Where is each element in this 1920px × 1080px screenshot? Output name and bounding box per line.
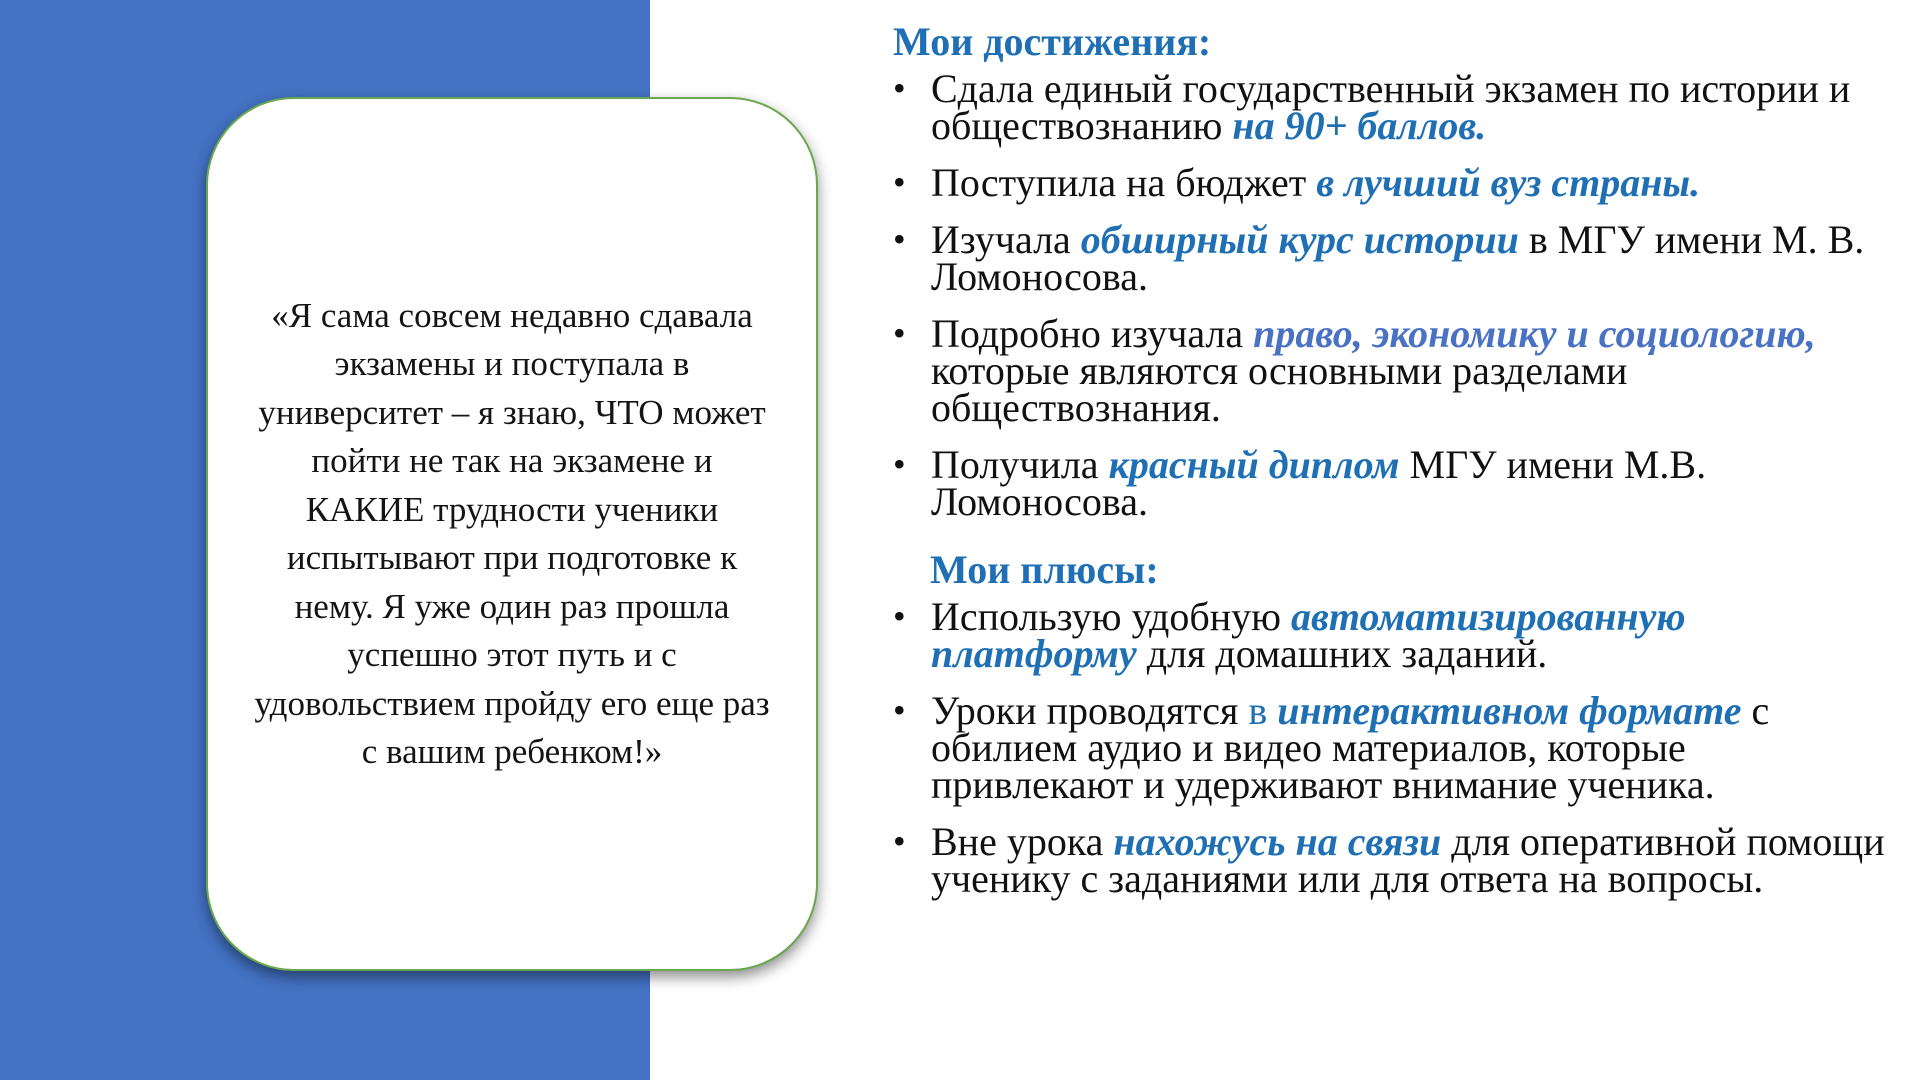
item-text-tail: с обилием аудио и видео материалов, которые привлекают и удерживают внимание ученика. xyxy=(931,688,1770,807)
bullet-icon: • xyxy=(893,690,906,730)
item-text: Получила xyxy=(931,442,1109,487)
item-text: Вне урока xyxy=(931,819,1114,864)
list-item xyxy=(893,217,1893,299)
bullet-icon: • xyxy=(893,596,906,636)
bullet-icon: • xyxy=(893,68,906,108)
quote-card xyxy=(206,97,818,971)
item-highlight: нахожусь на связи xyxy=(1113,819,1442,864)
item-highlight: право, экономику и социологию, xyxy=(1253,311,1816,356)
item-text: Использую удобную xyxy=(931,594,1292,639)
item-highlight-plain: в xyxy=(1248,688,1278,733)
item-highlight: интерактивном формате xyxy=(1277,688,1742,733)
bullet-icon: • xyxy=(893,162,906,202)
list-item xyxy=(893,66,1893,148)
item-text: Сдала единый государственный экзамен по истории и обществознанию xyxy=(931,66,1851,148)
list-item xyxy=(893,160,1893,205)
item-text-tail: для оперативной помощи ученику с заданиями или для ответа на вопросы. xyxy=(931,819,1885,901)
bullet-icon: • xyxy=(893,219,906,259)
item-text: Изучала xyxy=(931,217,1081,262)
list-item xyxy=(893,311,1893,430)
item-highlight: обширный курс истории xyxy=(1080,217,1519,262)
list-item xyxy=(893,442,1893,524)
list-item xyxy=(893,688,1893,807)
item-text: Поступила на бюджет xyxy=(931,160,1317,205)
item-highlight: в лучший вуз страны. xyxy=(1316,160,1701,205)
achievements-list xyxy=(893,66,1893,524)
bullet-icon: • xyxy=(893,313,906,353)
item-text: Уроки проводятся xyxy=(931,688,1249,733)
list-item xyxy=(893,819,1893,901)
list-item xyxy=(893,594,1893,676)
item-highlight: красный диплом xyxy=(1108,442,1400,487)
item-highlight: на 90+ баллов. xyxy=(1232,103,1487,148)
content-column xyxy=(893,18,1893,901)
item-text-tail: в МГУ имени М. В. Ломоносова. xyxy=(931,217,1865,299)
bullet-icon: • xyxy=(893,444,906,484)
item-text-tail: для домашних заданий. xyxy=(1136,631,1548,676)
item-text-tail: которые являются основными разделами обществознания. xyxy=(931,348,1628,430)
pluses-list xyxy=(893,594,1893,901)
item-text: Подробно изучала xyxy=(931,311,1254,356)
quote-text: «Я сама совсем недавно сдавала экзамены и поступала в университет – я знаю, ЧТО может пойти не так на экзамене и КАКИЕ трудности ученики испытывают при подготовке к нему. Я уже один раз прошла успешно этот путь и с удовольствием пройду его еще раз с вашим ребенком!» xyxy=(254,295,770,771)
item-text-tail: МГУ имени М.В. Ломоносова. xyxy=(931,442,1707,524)
bullet-icon: • xyxy=(893,821,906,861)
achievements-title: Мои достижения: xyxy=(893,19,1212,64)
pluses-title: Мои плюсы: xyxy=(930,547,1159,592)
item-highlight: автоматизированную платформу xyxy=(931,594,1686,676)
